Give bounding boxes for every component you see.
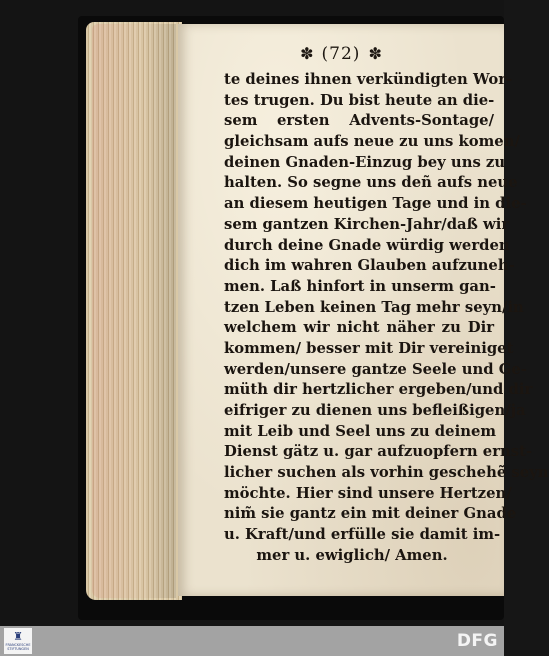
text-line: mit Leib und Seel uns zu deinem — [224, 422, 497, 440]
text-line: men. Laß hinfort in unserm gan- — [224, 277, 496, 295]
text-line: tzen Leben keinen Tag mehr seyn/in — [224, 298, 524, 316]
book-page — [178, 24, 549, 596]
text-line: welchem wir nicht näher zu Dir — [224, 319, 494, 337]
text-line: müth dir hertzlicher ergeben/und dir — [224, 381, 533, 399]
page-header — [178, 42, 504, 66]
text-line: deinen Gnaden-Einzug bey uns zu — [224, 153, 506, 171]
text-line: kommen/ besser mit Dir vereiniget — [224, 339, 514, 357]
text-line: nim̃ sie gantz ein mit deiner Gnade — [224, 505, 517, 523]
footer-bar — [0, 626, 504, 656]
dfg-logo[interactable]: DFG — [456, 631, 498, 651]
floral-ornament-icon: ✽ — [368, 44, 382, 63]
text-line: mer u. ewiglich/ Amen. — [256, 546, 448, 564]
text-line: licher suchen als vorhin geschehẽ seyn — [224, 464, 549, 482]
text-line: möchte. Hier sind unsere Hertzen/ — [224, 484, 512, 502]
text-line: werden/unsere gantze Seele und Ge- — [224, 360, 527, 378]
page-number: (72) — [321, 44, 361, 64]
text-line: sem gantzen Kirchen-Jahr/daß wir — [224, 215, 510, 233]
page-text — [224, 70, 549, 567]
library-logo[interactable] — [4, 628, 32, 654]
library-crest-icon: ♜ — [13, 630, 23, 643]
library-logo-text: FRANCKESCHE STIFTUNGEN — [5, 643, 31, 651]
text-line: tes trugen. Du bist heute an die- — [224, 91, 495, 109]
text-line: sem ersten Advents-Sontage/ — [224, 112, 494, 130]
page-edges-tint — [92, 24, 176, 598]
text-line: te deines ihnen verkündigten Wor- — [224, 71, 513, 88]
floral-ornament-icon: ✽ — [300, 44, 314, 63]
text-line: u. Kraft/und erfülle sie damit im- — [224, 526, 501, 544]
text-line: durch deine Gnade würdig werden — [224, 236, 510, 254]
text-line: Dienst gätz u. gar aufzuopfern ernst- — [224, 443, 533, 461]
text-line: gleichsam aufs neue zu uns komen/ — [224, 133, 520, 151]
text-line: halten. So segne uns deñ aufs neue — [224, 174, 518, 192]
text-line: an diesem heutigen Tage und in die- — [224, 195, 527, 213]
text-line: eifriger zu dienen uns befleißigen/ja — [224, 402, 526, 419]
text-line: dich im wahren Glauben aufzuneh- — [224, 257, 515, 275]
